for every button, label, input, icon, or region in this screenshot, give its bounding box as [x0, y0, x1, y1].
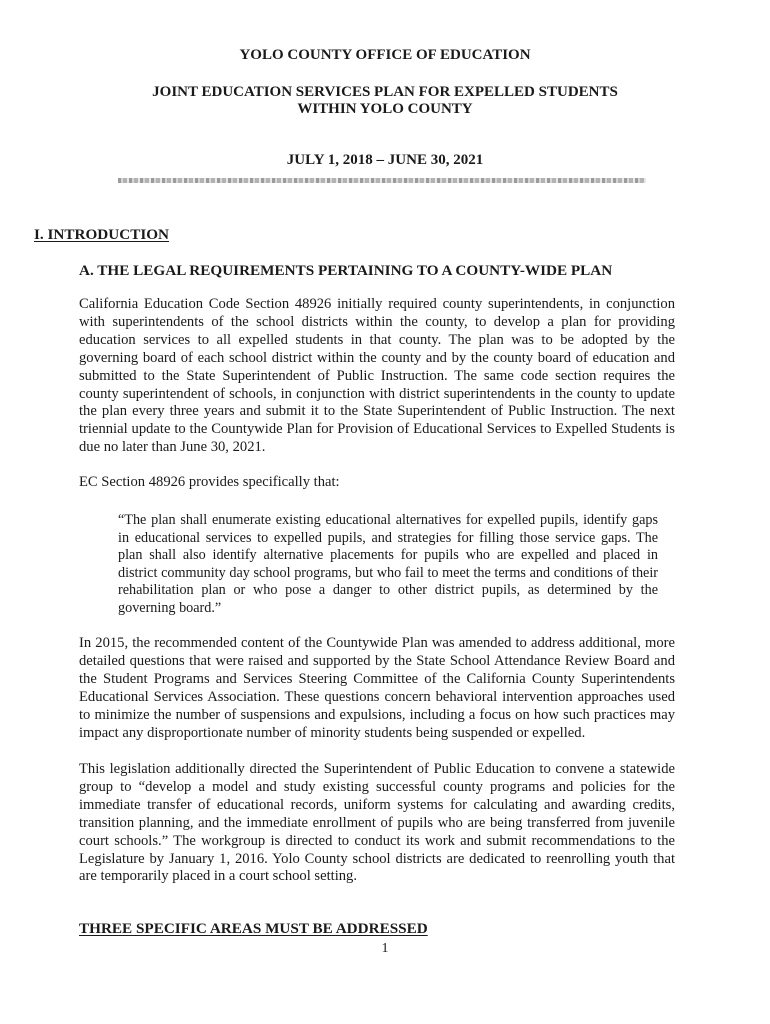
section-heading: I. INTRODUCTION	[34, 226, 170, 243]
org-name: YOLO COUNTY OFFICE OF EDUCATION	[239, 47, 531, 63]
paragraph-legal-requirements: California Education Code Section 48926 initially required county superintendents, in conjunction with superintendents of the school districts within the county, to develop a plan for providing education services to all expelled students in that county. The plan was to be adopted by the governing board of each school district within the county and by the county board of education and submitted to the State Superintendent of Public Instruction. The same code section requires the county superintendent of schools, in conjunction with district superintendents in the county to update the plan every three years and submit it to the State Superintendent of Public Instruction. The next triennial update to the Countywide Plan for Provision of Educational Services to Expelled Students is due no later than June 30, 2021.	[79, 296, 675, 456]
subsection-heading: A. THE LEGAL REQUIREMENTS PERTAINING TO A COUNTY-WIDE PLAN	[79, 262, 613, 279]
paragraph-legislation: This legislation additionally directed the Superintendent of Public Education to convene a statewide group to “develop a model and study existing successful county programs and policies for the immediate transfer of educational records, uniform systems for calculating and awarding credits, transition planning, and the immediate enrollment of pupils who are being transferred from juvenile court schools.” The workgroup is directed to conduct its work and submit recommendations to the Legislature by January 1, 2016. Yolo County school districts are dedicated to reenrolling youth that are temporarily placed in a court school setting.	[79, 761, 675, 885]
paragraph-ec-section: EC Section 48926 provides specifically that:	[79, 474, 340, 490]
paragraph-2015-amendment: In 2015, the recommended content of the Countywide Plan was amended to address additional, more detailed questions that were raised and supported by the State School Attendance Review Board and the Student Programs and Services Steering Committee of the California County Superintendents Educational Services Association. These questions concern behavioral intervention approaches used to minimize the number of suspensions and expulsions, including a focus on how such practices may impact any disproportionate number of minority students being suspended or expelled.	[79, 635, 675, 741]
plan-dates: JULY 1, 2018 – JUNE 30, 2021	[286, 152, 484, 168]
header-divider	[118, 178, 646, 183]
doc-title-line1: JOINT EDUCATION SERVICES PLAN FOR EXPELLED STUDENTS	[152, 84, 618, 100]
areas-heading: THREE SPECIFIC AREAS MUST BE ADDRESSED	[79, 920, 428, 937]
block-quote: “The plan shall enumerate existing educational alternatives for expelled pupils, identify gaps in educational services to expelled pupils, and strategies for filling those service gaps. The plan shall also identify alternative placements for pupils who are expelled and placed in district community day school programs, but who fail to meet the terms and conditions of their rehabilitation plan or who pose a danger to other district pupils, as determined by the governing board.”	[118, 512, 658, 616]
page-number: 1	[381, 941, 389, 956]
doc-title-line2: WITHIN YOLO COUNTY	[297, 101, 473, 117]
